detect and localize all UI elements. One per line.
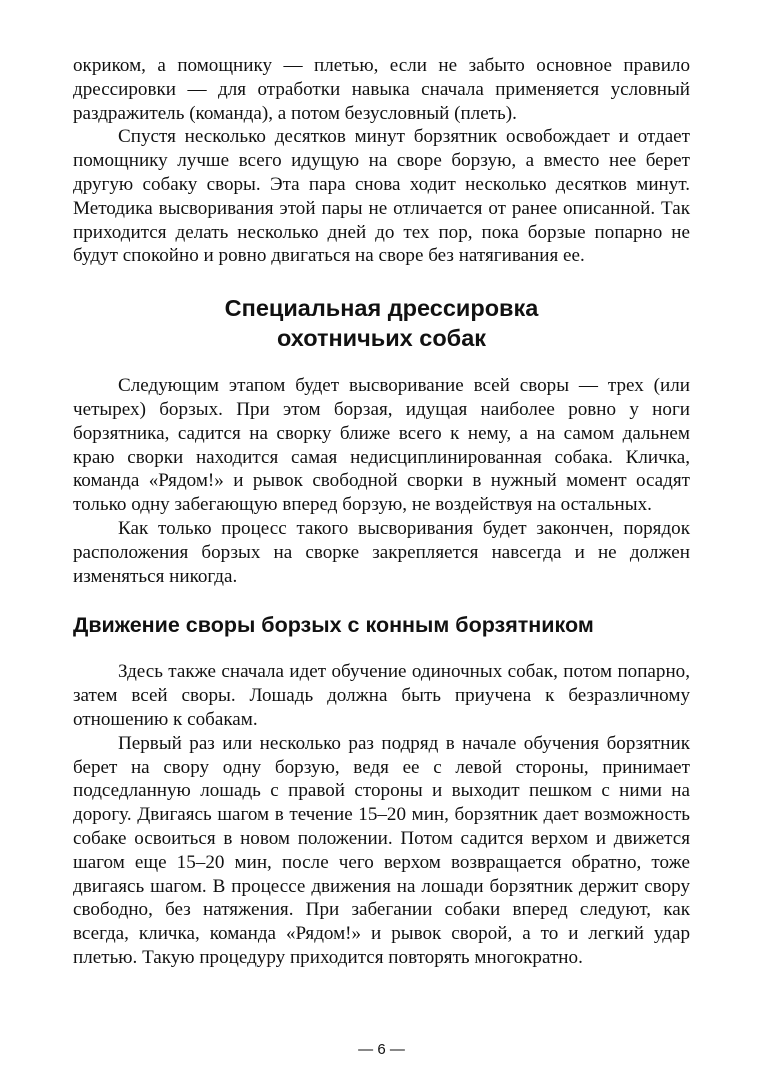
section-heading-special-training <box>73 293 690 353</box>
section1-paragraph-1: Следующим этапом будет высворивание всей своры — трех (или четырех) борзых. При этом борзая, идущая наиболее ровно у ноги борзятника, садится на сворку ближе всего к нему, а на самом дальнем краю сворки находится самая недисциплинированная собака. Кличка, команда «Рядом!» и рывок свободной сворки в нужный момент осадят только одну забегающую вперед борзую, не воздействуя на остальных. <box>73 375 690 516</box>
intro-paragraph-1: окриком, а помощнику — плетью, если не забыто основное правило дрессировки — для отработки навыка сначала применяется условный раздражитель (команда), а потом безусловный (плеть). <box>73 55 690 124</box>
page-number: — 6 — <box>358 1041 405 1058</box>
page-body <box>73 54 690 970</box>
section-heading-line-1: Специальная дрессировка <box>224 295 539 322</box>
intro-paragraph-2: Спустя несколько десятков минут борзятник освобождает и отдает помощнику лучше всего идущую на своре борзую, а вместо нее берет другую собаку своры. Эта пара снова ходит несколько десятков минут. Методика высворивания этой пары не отличается от ранее описанной. Так приходится делать несколько дней до тех пор, пока борзые попарно не будут спокойно и ровно двигаться на своре без натягивания ее. <box>73 126 690 267</box>
section1-paragraph-2: Как только процесс такого высворивания будет закончен, порядок расположения борзых на сворке закрепляется навсегда и не должен изменяться никогда. <box>73 517 690 587</box>
section2-paragraph-2: Первый раз или несколько раз подряд в начале обучения борзятник берет на свору одну борзую, ведя ее с левой стороны, принимает подседланную лошадь с правой стороны и выходит пешком с ними на дорогу. Двигаясь шагом в течение 15–20 мин, борзятник дает возможность собаке освоиться в новом положении. Потом садится верхом и движется шагом еще 15–20 мин, после чего верхом возвращается обратно, тоже двигаясь шагом. В процессе движения на лошади борзятник держит свору свободно, без натяжения. При забегании собаки вперед следуют, как всегда, кличка, команда «Рядом!» и рывок сворой, а то и легкий удар плетью. Такую процедуру приходится повторять многократно. <box>73 732 690 968</box>
section-heading-line-2: охотничьих собак <box>276 325 487 352</box>
section-heading-mounted-handler: Движение своры борзых с конным борзятником <box>73 613 594 638</box>
section2-paragraph-1: Здесь также сначала идет обучение одиночных собак, потом попарно, затем всей своры. Лошадь должна быть приучена к безразличному отношению к собакам. <box>73 661 690 730</box>
